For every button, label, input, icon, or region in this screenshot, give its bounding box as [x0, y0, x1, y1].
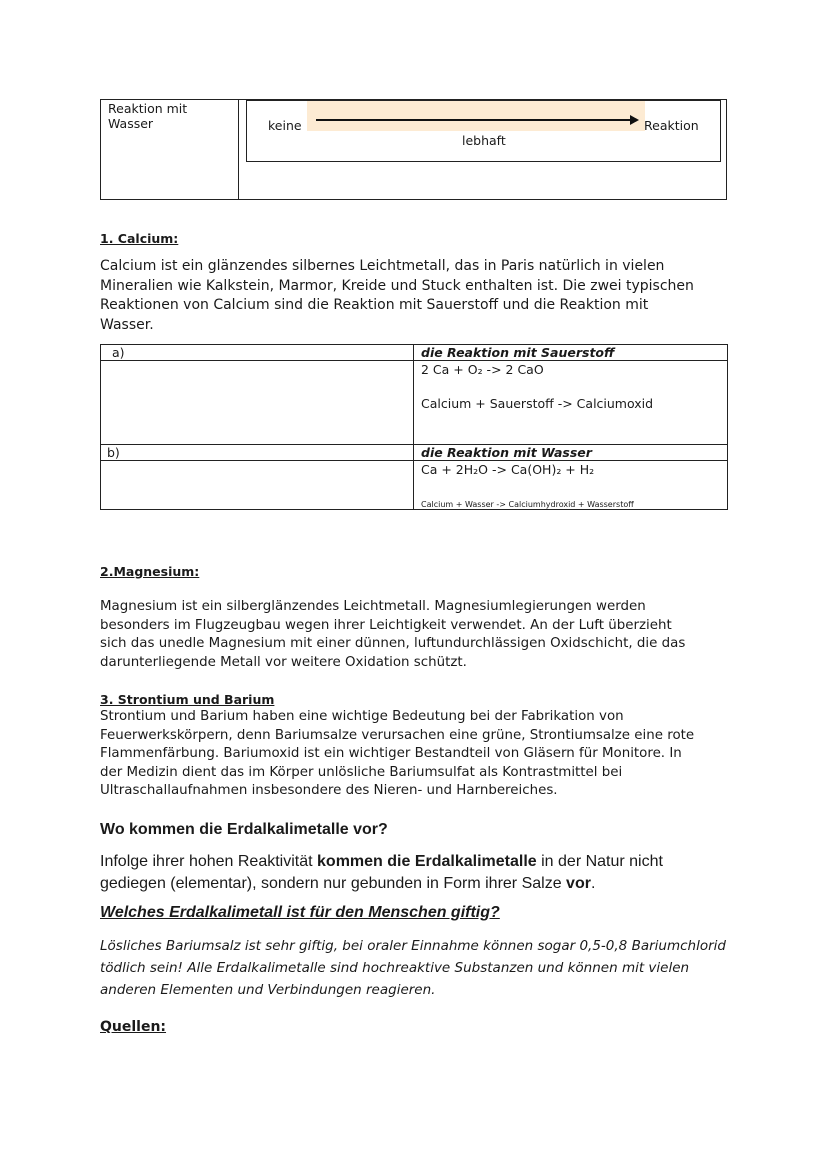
paragraph-line [100, 851, 663, 873]
paragraph-line: Wasser. [100, 316, 154, 333]
paragraph-line: sich das unedle Magnesium mit einer dünnen, luftundurchlässigen Oxidschicht, die das [100, 636, 686, 651]
scale-below-label: lebhaft [462, 133, 506, 148]
strontium-paragraph [100, 708, 694, 801]
paragraph-line: Magnesium ist ein silberglänzendes Leichtmetall. Magnesiumlegierungen werden [100, 599, 646, 614]
toxic-paragraph [100, 935, 726, 1001]
arrow-line [316, 119, 632, 121]
paragraph-line [100, 873, 663, 895]
paragraph-line: darunterliegende Metall vor weitere Oxidation schützt. [100, 654, 467, 670]
strontium-heading: 3. Strontium und Barium [100, 692, 275, 707]
text-run: gediegen (elementar), sondern nur gebunden in Form ihrer Salze [100, 875, 567, 892]
row-b-label: b) [107, 445, 120, 460]
magnesium-paragraph [100, 598, 685, 672]
sources-heading: Quellen: [100, 1019, 167, 1035]
paragraph-line: Feuerwerkskörpern, denn Bariumsalze verursachen eine grüne, Strontiumsalze eine rote [100, 727, 695, 743]
scale-right-label: Reaktion [644, 118, 699, 133]
row-b-words: Calcium + Wasser -> Calciumhydroxid + Wasserstoff [421, 500, 634, 509]
highlight-band [307, 101, 645, 131]
toxic-heading: Welches Erdalkalimetall ist für den Menschen giftig? [100, 904, 500, 921]
row-label-line2: Wasser [108, 116, 154, 131]
row-a-formula: 2 Ca + O₂ -> 2 CaO [421, 362, 544, 377]
bold-run: vor [566, 875, 591, 892]
row-a-label: a) [112, 345, 125, 360]
paragraph-line: der Medizin dient das im Körper unlösliche Bariumsulfat als Kontrastmittel bei [100, 764, 623, 780]
table-rule [100, 460, 728, 461]
paragraph-line: Lösliches Bariumsalz ist sehr giftig, bei oraler Einnahme können sogar 0,5-0,8 Bariumchlorid [100, 938, 726, 954]
row-b-formula: Ca + 2H₂O -> Ca(OH)₂ + H₂ [421, 462, 595, 477]
paragraph-line: Reaktionen von Calcium sind die Reaktion mit Sauerstoff und die Reaktion mit [100, 297, 649, 313]
text-run: Infolge ihrer hohen Reaktivität [100, 853, 318, 870]
table-divider [238, 99, 239, 200]
row-a-words: Calcium + Sauerstoff -> Calciumoxid [421, 396, 654, 411]
paragraph-line: Ultraschallaufnahmen insbesondere des Nieren- und Harnbereiches. [100, 783, 558, 798]
calcium-reaction-table [100, 344, 728, 510]
row-label [108, 101, 228, 131]
paragraph-line: tödlich sein! Alle Erdalkalimetalle sind hochreaktive Substanzen und können mit vielen [100, 960, 690, 976]
arrow-right-icon [630, 115, 639, 125]
row-label-line1: Reaktion mit [108, 101, 188, 116]
row-b-title: die Reaktion mit Wasser [421, 445, 592, 460]
paragraph-line: Flammenfärbung. Bariumoxid ist ein wichtiger Bestandteil von Gläsern für Monitore. In [100, 746, 682, 761]
table-divider [413, 344, 414, 510]
occurrence-heading: Wo kommen die Erdalkalimetalle vor? [100, 821, 388, 838]
paragraph-line: Mineralien wie Kalkstein, Marmor, Kreide und Stuck enthalten ist. Die zwei typischen [100, 277, 694, 294]
row-a-title: die Reaktion mit Sauerstoff [421, 345, 615, 360]
calcium-paragraph [100, 257, 694, 335]
paragraph-line: besonders im Flugzeugbau wegen ihrer Leichtigkeit verwendet. An der Luft überzieht [100, 617, 672, 633]
text-run: in der Natur nicht [536, 853, 663, 870]
table-rule [100, 444, 728, 445]
paragraph-line: Calcium ist ein glänzendes silbernes Leichtmetall, das in Paris natürlich in vielen [100, 258, 665, 274]
paragraph-line: anderen Elementen und Verbindungen reagieren. [100, 982, 436, 998]
calcium-heading: 1. Calcium: [100, 231, 179, 246]
occurrence-paragraph [100, 851, 663, 895]
magnesium-heading: 2.Magnesium: [100, 564, 200, 579]
paragraph-line: Strontium und Barium haben eine wichtige Bedeutung bei der Fabrikation von [100, 709, 624, 724]
text-run: . [590, 875, 596, 892]
table-rule [100, 360, 728, 361]
scale-left-label: keine [268, 118, 302, 133]
bold-run: kommen die Erdalkalimetalle [317, 853, 537, 870]
